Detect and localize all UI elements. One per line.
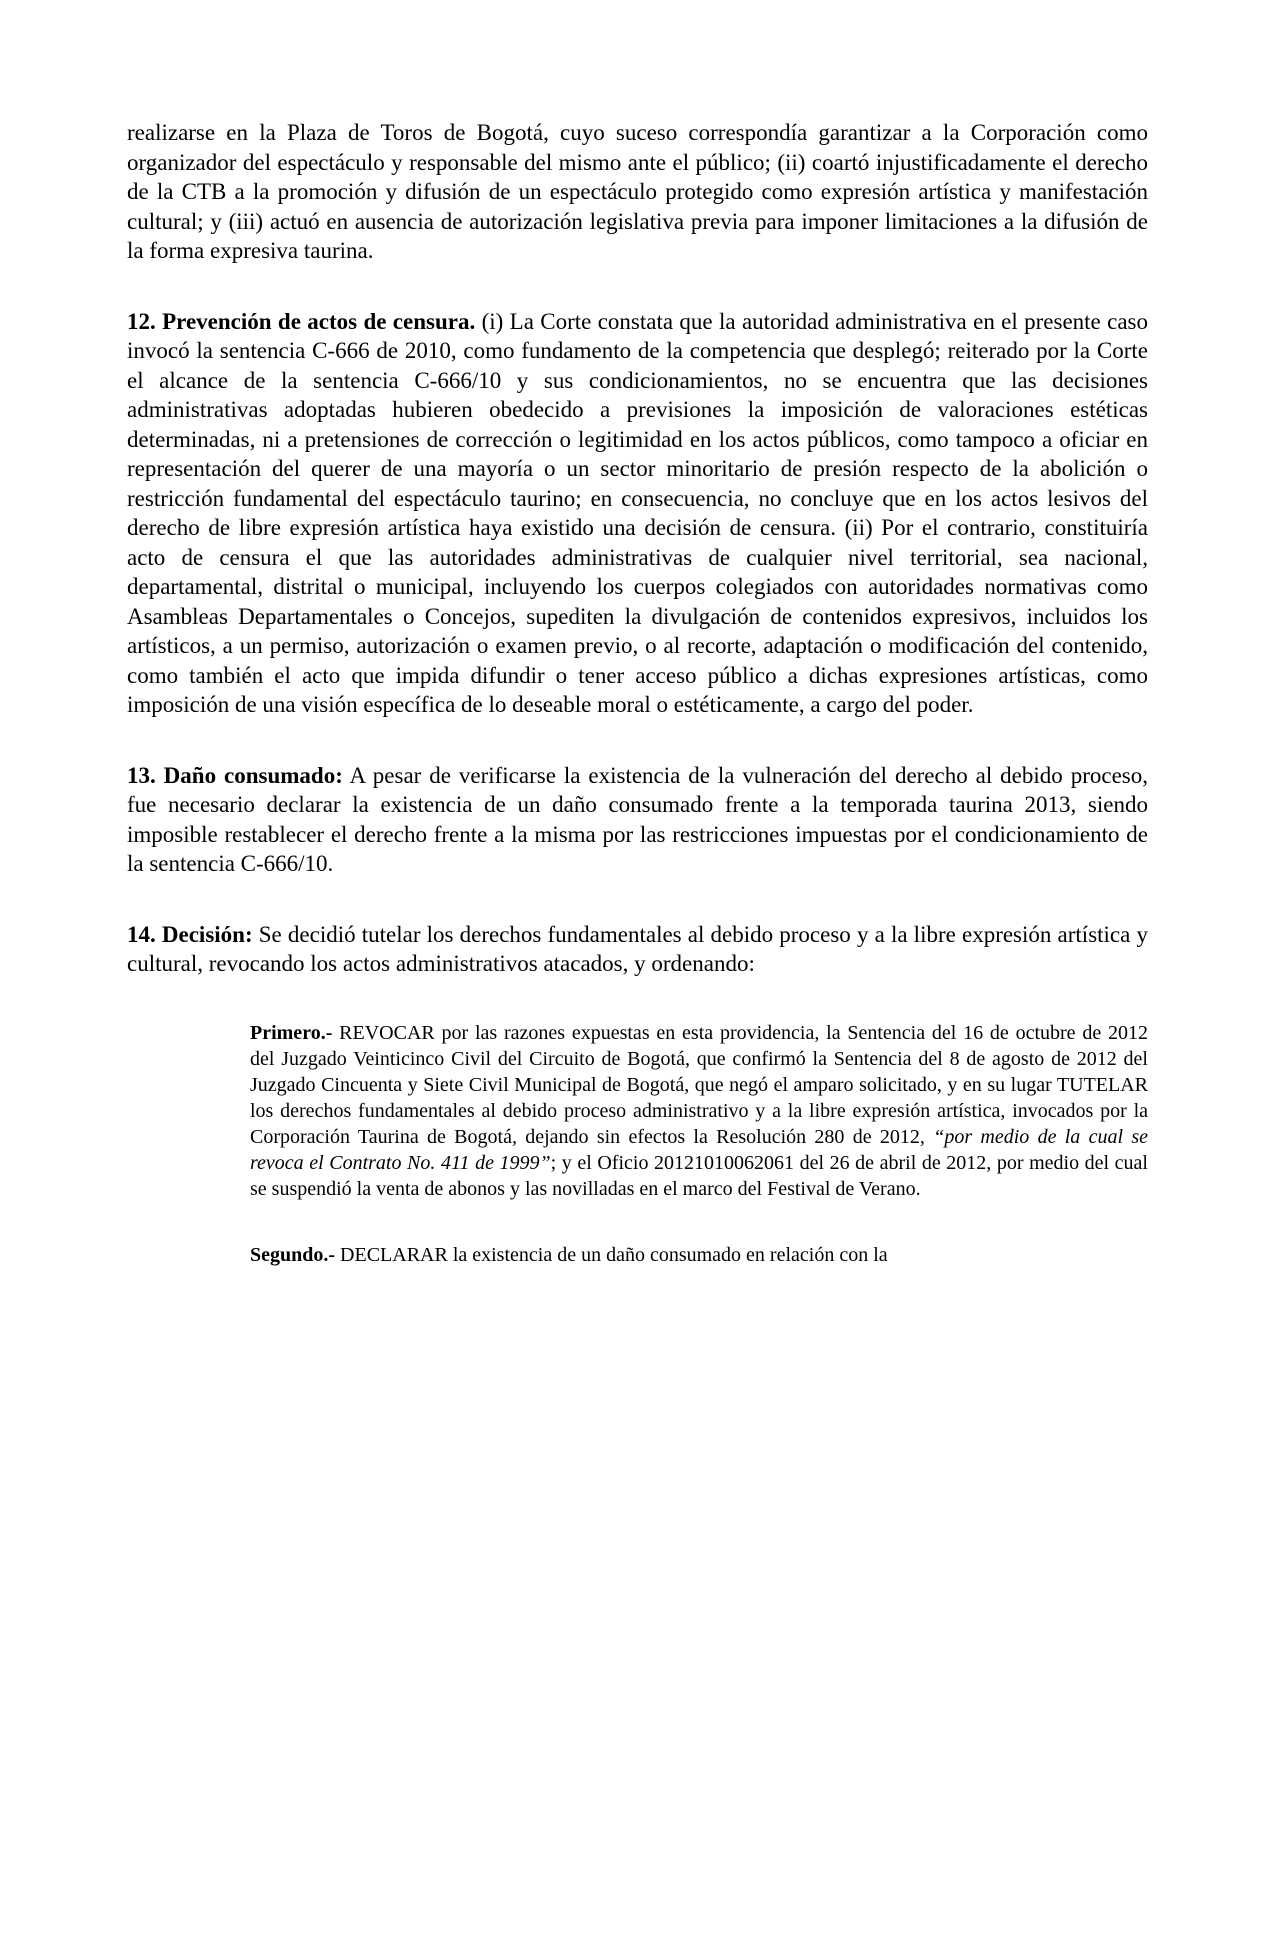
order-segundo-label: Segundo.- bbox=[250, 1243, 336, 1266]
order-primero-label: Primero.- bbox=[250, 1021, 333, 1044]
paragraph-13-body: A pesar de verificarse la existencia de la vulneración del derecho al debido proceso, fue necesario declarar la existencia de un daño consumado frente a la temporada taurina 2013, siendo imposible restablecer el derecho frente a la misma por las restricciones impuestas por el condicionamiento de la sentencia C-666/10. bbox=[127, 762, 1148, 876]
order-primero-body-before-quote: REVOCAR por las razones expuestas en esta providencia, la Sentencia del 16 de octubre de 2012 del Juzgado Veinticinco Civil del Circuito de Bogotá, que confirmó la Sentencia del 8 de agosto de 2012 del Juzgado Cincuenta y Siete Civil Municipal de Bogotá, que negó el amparo solicitado, y en su lugar TUTELAR los derechos fundamentales al debido proceso administrativo y a la libre expresión artística, invocados por la Corporación Taurina de Bogotá, dejando sin efectos la Resolución 280 de 2012, bbox=[250, 1021, 1148, 1148]
paragraph-12-heading: 12. Prevención de actos de censura. bbox=[127, 308, 476, 334]
order-primero bbox=[250, 1020, 1148, 1202]
paragraph-13-dano-consumado bbox=[127, 761, 1148, 879]
order-segundo bbox=[250, 1242, 1148, 1268]
order-primero-quoted-resolution-text: “por medio de la cual se revoca el Contrato No. 411 de 1999” bbox=[250, 1125, 1148, 1174]
paragraph-14-decision bbox=[127, 920, 1148, 979]
order-primero-body-after-quote: ; y el Oficio 20121010062061 del 26 de abril de 2012, por medio del cual se suspendió la venta de abonos y las novilladas en el marco del Festival de Verano. bbox=[250, 1151, 1148, 1200]
paragraph-12-prevencion-censura bbox=[127, 307, 1148, 720]
paragraph-14-heading: 14. Decisión: bbox=[127, 921, 253, 947]
paragraph-14-body: Se decidió tutelar los derechos fundamentales al debido proceso y a la libre expresión artística y cultural, revocando los actos administrativos atacados, y ordenando: bbox=[127, 921, 1148, 976]
order-segundo-body: DECLARAR la existencia de un daño consumado en relación con la bbox=[335, 1243, 888, 1266]
paragraph-13-heading: 13. Daño consumado: bbox=[127, 762, 343, 788]
paragraph-intro-continuation bbox=[127, 118, 1148, 266]
paragraph-intro-text: realizarse en la Plaza de Toros de Bogotá, cuyo suceso correspondía garantizar a la Corporación como organizador del espectáculo y responsable del mismo ante el público; (ii) coartó injustificadamente el derecho de la CTB a la promoción y difusión de un espectáculo protegido como expresión artística y manifestación cultural; y (iii) actuó en ausencia de autorización legislativa previa para imponer limitaciones a la difusión de la forma expresiva taurina. bbox=[127, 120, 1148, 263]
paragraph-12-body: (i) La Corte constata que la autoridad administrativa en el presente caso invocó la sentencia C-666 de 2010, como fundamento de la competencia que desplegó; reiterado por la Corte el alcance de la sentencia C-666/10 y sus condicionamientos, no se encuentra que las decisiones administrativas adoptadas hubieren obedecido a previsiones la imposición de valoraciones estéticas determinadas, ni a pretensiones de corrección o legitimidad en los actos públicos, como tampoco a oficiar en representación del querer de una mayoría o un sector minoritario de presión respecto de la abolición o restricción fundamental del espectáculo taurino; en consecuencia, no concluye que en los actos lesivos del derecho de libre expresión artística haya existido una decisión de censura. (ii) Por el contrario, constituiría acto de censura el que las autoridades administrativas de cualquier nivel territorial, sea nacional, departamental, distrital o municipal, incluyendo los cuerpos colegiados con autoridades normativas como Asambleas Departamentales o Concejos, supediten la divulgación de contenidos expresivos, incluidos los artísticos, a un permiso, autorización o examen previo, o al recorte, adaptación o modificación del contenido, como también el acto que impida difundir o tener acceso público a dichas expresiones artísticas, como imposición de una visión específica de lo deseable moral o estéticamente, a cargo del poder. bbox=[127, 308, 1148, 717]
